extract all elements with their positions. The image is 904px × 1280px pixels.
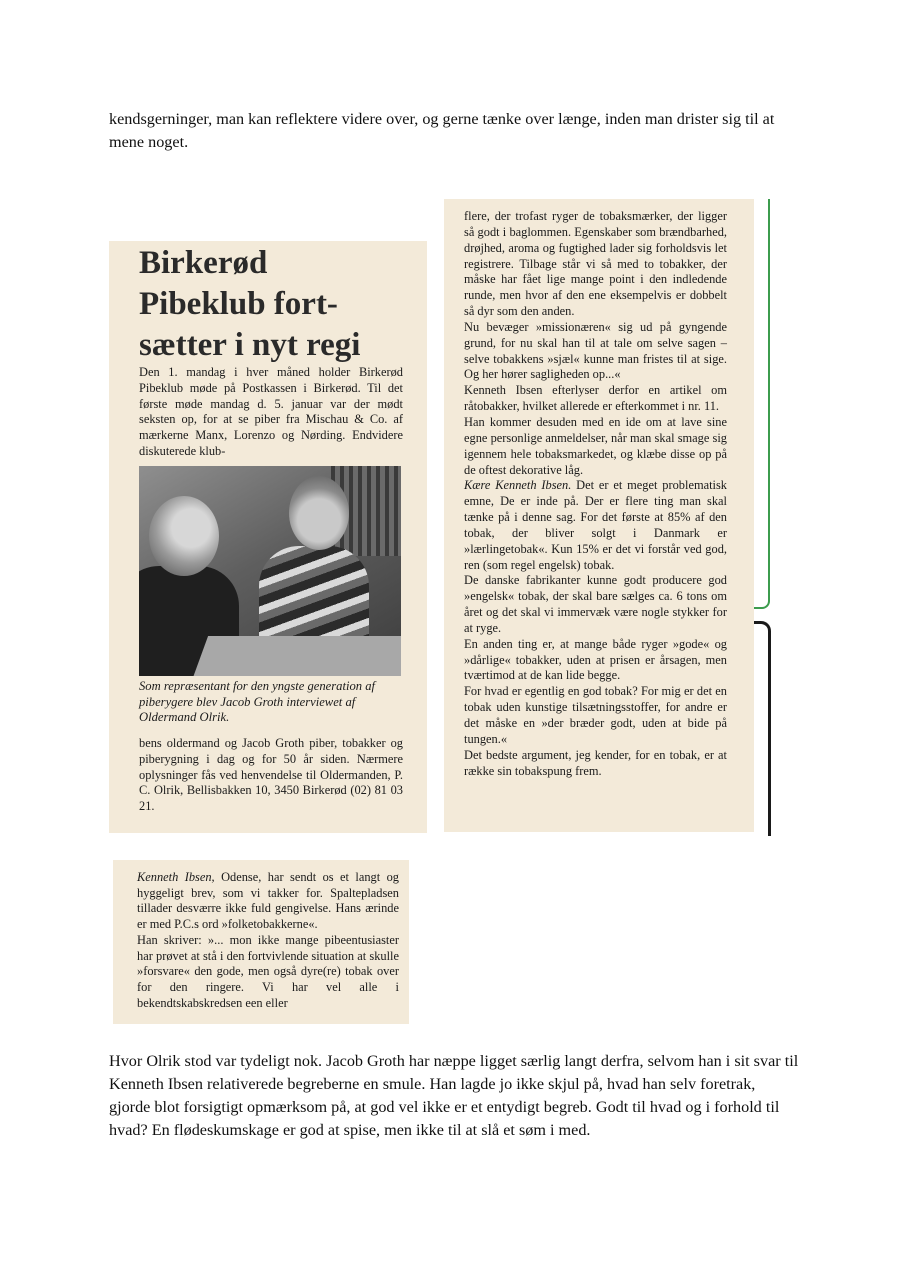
newspaper-clipping-kenneth — [113, 860, 409, 1024]
reply-paragraph: For hvad er egentlig en god tobak? For mig er det en tobak uden kunstige tilsætningsstoffer, for andre er det måske en »der bræder godt, uden at bide på tungen.« — [464, 684, 727, 746]
reply-salutation: Kære Kenneth Ibsen. — [464, 478, 572, 493]
intro-text: kendsgerninger, man kan reflektere videre over, og gerne tænke over længe, inden man drister sig til at mene noget. — [109, 110, 775, 151]
photo-man-head — [149, 496, 219, 576]
clipping-tail-text: bens oldermand og Jacob Groth piber, tobakker og piberygning i dag og for 50 år siden. Nærmere oplysninger fås ved henvendelse til Oldermanden, P. C. Olrik, Bellisbakken 10, 3450 Birkerød (02) 81 03 21. — [139, 736, 403, 814]
headline-line-3: sætter i nyt regi — [139, 327, 361, 363]
letter-paragraph: Kenneth Ibsen efterlyser derfor en artikel om råtobakker, hvilket allerede er efterkommet i nr. 11. — [464, 383, 727, 414]
green-column-bracket — [754, 199, 770, 609]
reply-paragraph: De danske fabrikanter kunne godt producere god »engelsk« tobak, der skal bare sælges ca. 6 tons om året og det skal vi immervæk være nogle stykker for at ryge. — [464, 573, 727, 635]
kenneth-intro-text: Odense, har sendt os et langt og hyggeligt brev, som vi takker for. Spaltepladsen tillader desværre ikke fuld gengivelse. Hans ærinde er med P.C.s ord »folketobakkerne«. — [137, 870, 399, 932]
letters-column — [464, 209, 727, 779]
reply-paragraph: En anden ting er, at mange både ryger »gode« og »dårlige« tobakker, uden at prisen er årsagen, men tværtimod at de kan lide begge. — [464, 636, 727, 683]
intro-paragraph — [109, 108, 799, 154]
photo-table — [190, 636, 401, 676]
kenneth-quote: Han skriver: »... mon ikke mange pibeentusiaster har prøvet at stå i den fortvivlende situation at skulle »forsvare« den gode, men også dyre(re) tobak over for den ringere. Vi har vel alle i bekendtskabskredsen een eller — [137, 932, 399, 1010]
headline-line-2: Pibeklub fort- — [139, 286, 338, 322]
headline-line-1: Birkerød — [139, 245, 268, 281]
letter-paragraph: flere, der trofast ryger de tobaksmærker, der ligger så godt i baglommen. Egenskaber som brændbarhed, drøjhed, aroma og fugtighed lader sig forholdsvis let registrere. Tilbage står vi så med to tobakker, der måske har fået lige mange point i den indledende runde, men hvor af den ene eksempelvis er dobbelt så dyr som den anden. — [464, 209, 727, 319]
reply-paragraph — [464, 478, 727, 573]
outro-paragraph — [109, 1050, 799, 1142]
kenneth-name: Kenneth Ibsen, — [137, 870, 215, 884]
outro-text: Hvor Olrik stod var tydeligt nok. Jacob Groth har næppe ligget særlig langt derfra, selvom han i sit svar til Kenneth Ibsen relativerede begreberne en smule. Han lagde jo ikke skjul på, hvad han selv foretrak, gjorde blot forsigtigt opmærksom på, at god vel ikke er et entydigt begreb. Godt til hvad og i forhold til hvad? En flødeskumskage er god at spise, men ikke til at slå et søm i med. — [109, 1052, 799, 1139]
letter-paragraph: Nu bevæger »missionæren« sig ud på gyngende grund, for nu skal han til at tale om selve sagen – selve tobakkens »sjæl« kunne man fristes til at sige. Og her hører sagligheden op...« — [464, 319, 727, 382]
letter-paragraph: Han kommer desuden med en ide om at lave sine egne personlige anmeldelser, når man skal smage sig igennem hele tobaksmarkedet, og klæbe disse op på de oftest dekorative låg. — [464, 414, 727, 477]
newspaper-clipping-birkerod — [109, 241, 427, 833]
clipping-headline — [139, 243, 419, 366]
photo-caption: Som repræsentant for den yngste generation af piberygere blev Jacob Groth interviewet af Oldermand Olrik. — [139, 679, 375, 725]
clipping-lead-text: Den 1. mandag i hver måned holder Birkerød Pibeklub møde på Postkassen i Birkerød. Til det første møde mandag d. 5. januar var der mødt seksten op, for at se piber fra Mischau & Co. af mærkerne Manx, Lorenzo og Nørding. Endvidere diskuterede klub- — [139, 365, 403, 458]
kenneth-intro — [137, 870, 399, 933]
photo-young-man-head — [289, 476, 349, 550]
newspaper-clipping-letters — [444, 199, 754, 832]
kenneth-letter — [137, 870, 399, 1011]
reply-paragraph: Det bedste argument, jeg kender, for en tobak, er at række sin tobakspung frem. — [464, 747, 727, 778]
interview-photo — [139, 466, 401, 676]
black-column-bracket — [754, 621, 771, 836]
reply-text: Det er et meget problematisk emne, De er inde på. Der er flere ting man skal tænke på i denne sag. For det første at 85% af den tobak, der bliver solgt i Danmark er »lærlingetobak«. Kun 15% er det vi forstår ved god, ren (som regel engelsk) tobak. — [464, 478, 727, 572]
